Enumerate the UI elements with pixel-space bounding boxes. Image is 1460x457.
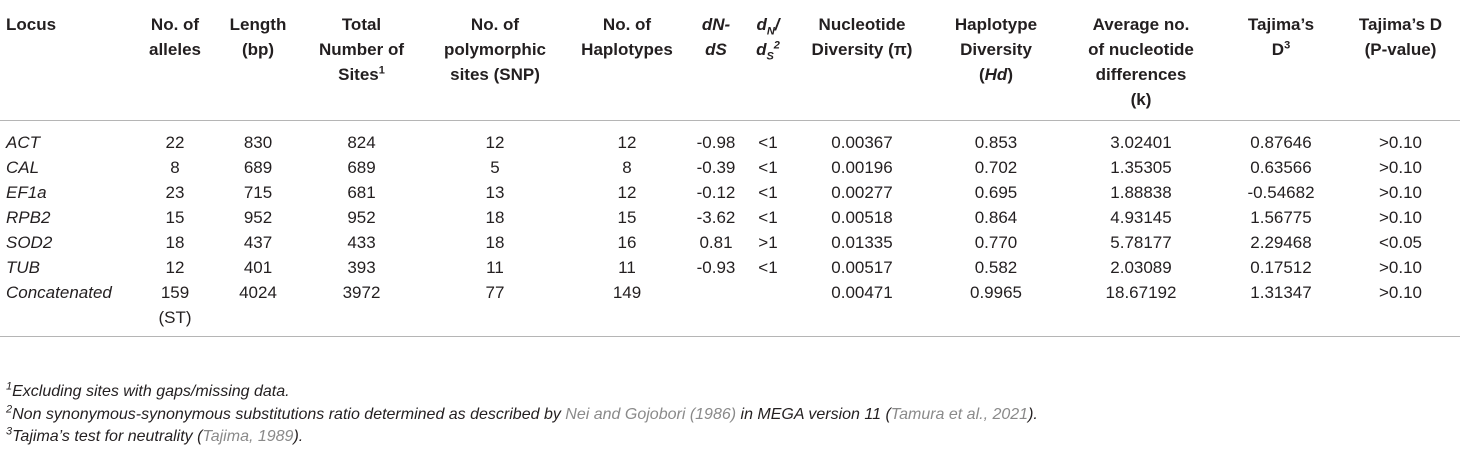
cell-k: 1.35305 xyxy=(1110,158,1172,177)
cell-pi: 0.00517 xyxy=(831,258,893,277)
cell-tajima-d: 0.63566 xyxy=(1250,158,1312,177)
cell-alleles: 22 xyxy=(165,133,185,152)
col-header-haplotype-diversity: Haplotype Diversity (Hd) xyxy=(931,6,1061,121)
col-header-total-sites: Total Number of Sites$^1$ xyxy=(298,6,425,121)
cell-pi: 0.00471 xyxy=(831,283,893,302)
cell-ratio: >1 xyxy=(758,233,778,252)
cell-k: 4.93145 xyxy=(1110,208,1172,227)
cell-haplotypes: 149 xyxy=(612,283,642,302)
table-row xyxy=(0,205,1460,230)
cell-snp: 5 xyxy=(490,158,500,177)
cell-total-sites: 952 xyxy=(347,208,376,227)
reference-link-tajima[interactable]: Tajima, 1989 xyxy=(202,428,294,445)
cell-p-value: >0.10 xyxy=(1378,283,1422,302)
cell-alleles: 12 xyxy=(165,258,185,277)
cell-ratio: <1 xyxy=(758,258,778,277)
cell-total-sites: 824 xyxy=(347,133,376,152)
cell-pi: 0.00196 xyxy=(831,158,893,177)
table-row xyxy=(0,255,1460,280)
cell-total-sites: 689 xyxy=(347,158,376,177)
footnotes xyxy=(6,381,1038,449)
table-row xyxy=(0,230,1460,255)
cell-length: 715 xyxy=(243,183,273,202)
reference-link-nei-gojobori[interactable]: Nei and Gojobori (1986) xyxy=(565,405,737,423)
col-header-length: Length (bp) xyxy=(218,6,298,121)
cell-snp: 18 xyxy=(485,208,505,227)
cell-snp: 18 xyxy=(485,233,505,252)
cell-pi: 0.00277 xyxy=(831,183,893,202)
cell-hd: 0.695 xyxy=(974,183,1018,202)
col-header-tajima-d: Tajima’s $D^3$ xyxy=(1221,6,1341,121)
cell-k: 18.67192 xyxy=(1105,283,1177,302)
cell-tajima-d: 0.17512 xyxy=(1250,258,1312,277)
reference-link-tamura[interactable]: Tamura et al., 2021 xyxy=(890,405,1029,423)
cell-p-value: >0.10 xyxy=(1378,158,1422,177)
cell-alleles: 15 xyxy=(165,208,185,227)
cell-length: 830 xyxy=(243,133,273,152)
cell-locus: CAL xyxy=(6,158,40,177)
cell-haplotypes: 11 xyxy=(618,258,636,277)
cell-ratio: <1 xyxy=(758,208,778,227)
cell-length: 4024 xyxy=(239,283,277,302)
cell-ratio: <1 xyxy=(758,133,778,152)
cell-haplotypes: 12 xyxy=(617,183,637,202)
cell-haplotypes: 12 xyxy=(617,133,637,152)
cell-snp: 13 xyxy=(485,183,505,202)
cell-locus: TUB xyxy=(6,258,40,277)
cell-dnds: -3.62 xyxy=(696,208,736,227)
header-row xyxy=(0,6,1460,121)
col-header-haplotypes: No. of Haplotypes xyxy=(565,6,689,121)
cell-dnds xyxy=(689,280,743,337)
cell-ratio: <1 xyxy=(758,158,778,177)
cell-hd: 0.9965 xyxy=(970,283,1022,302)
cell-alleles xyxy=(132,280,218,337)
cell-p-value: <0.05 xyxy=(1378,233,1422,252)
cell-snp: 11 xyxy=(486,258,504,277)
cell-alleles: 8 xyxy=(170,158,180,177)
cell-locus: RPB2 xyxy=(6,208,51,227)
col-header-snp: No. of polymorphic sites (SNP) xyxy=(425,6,565,121)
col-header-tajima-p: Tajima’s D (P-value) xyxy=(1341,6,1460,121)
cell-dnds: -0.98 xyxy=(696,133,736,152)
cell-p-value: >0.10 xyxy=(1378,208,1422,227)
cell-locus: EF1a xyxy=(6,183,47,202)
cell-locus: SOD2 xyxy=(6,233,53,252)
cell-k: 1.88838 xyxy=(1110,183,1172,202)
cell-hd: 0.864 xyxy=(974,208,1018,227)
cell-length: 437 xyxy=(243,233,273,252)
footnote-1: $^1$Excluding sites with gaps/missing data. xyxy=(6,380,290,400)
col-header-locus: Locus xyxy=(0,6,132,121)
results-table xyxy=(0,6,1460,337)
cell-locus: Concatenated xyxy=(6,283,112,302)
cell-length: 401 xyxy=(243,258,273,277)
cell-haplotypes: 8 xyxy=(622,158,632,177)
col-header-dn-ds: dN- dS xyxy=(689,6,743,121)
cell-p-value: >0.10 xyxy=(1378,258,1422,277)
footnote-3: $^3$Tajima’s test for neutrality (Tajima, 1989). xyxy=(6,425,304,445)
cell-tajima-d: 0.87646 xyxy=(1250,133,1312,152)
col-header-nucleotide-diversity: Nucleotide Diversity (π) xyxy=(793,6,931,121)
cell-alleles-value: 159 xyxy=(160,283,190,302)
cell-total-sites: 433 xyxy=(347,233,376,252)
cell-alleles: 18 xyxy=(165,233,185,252)
cell-alleles-note: (ST) xyxy=(158,308,192,327)
cell-tajima-d: 1.31347 xyxy=(1250,283,1312,302)
cell-hd: 0.582 xyxy=(974,258,1018,277)
cell-pi: 0.01335 xyxy=(831,233,893,252)
cell-tajima-d: 1.56775 xyxy=(1250,208,1312,227)
cell-snp: 12 xyxy=(485,133,505,152)
cell-k: 5.78177 xyxy=(1110,233,1172,252)
cell-hd: 0.702 xyxy=(974,158,1018,177)
cell-length: 689 xyxy=(243,158,273,177)
cell-hd: 0.770 xyxy=(974,233,1018,252)
cell-hd: 0.853 xyxy=(974,133,1018,152)
cell-k: 3.02401 xyxy=(1110,133,1172,152)
cell-dnds: -0.93 xyxy=(696,258,736,277)
col-header-dn-ds-ratio: $d_N/$ $d_S^2$ xyxy=(743,6,793,121)
table-row xyxy=(0,280,1460,337)
cell-ratio: <1 xyxy=(758,183,778,202)
cell-ratio xyxy=(743,280,793,337)
cell-pi: 0.00367 xyxy=(831,133,893,152)
footnote-2: $^2$Non synonymous-synonymous substitutions ratio determined as described by Nei and Gojobori (1986) in MEGA version 11 (Tamura et al., 2021). xyxy=(6,403,1038,423)
cell-haplotypes: 15 xyxy=(617,208,637,227)
cell-p-value: >0.10 xyxy=(1378,133,1422,152)
table-row xyxy=(0,180,1460,205)
cell-pi: 0.00518 xyxy=(831,208,893,227)
cell-total-sites: 393 xyxy=(347,258,376,277)
cell-dnds: 0.81 xyxy=(699,233,733,252)
cell-dnds: -0.39 xyxy=(696,158,736,177)
col-header-alleles: No. of alleles xyxy=(132,6,218,121)
cell-haplotypes: 16 xyxy=(617,233,637,252)
col-header-avg-differences: Average no. of nucleotide differences (k) xyxy=(1061,6,1221,121)
cell-alleles: 23 xyxy=(165,183,185,202)
cell-tajima-d: -0.54682 xyxy=(1247,183,1315,202)
cell-p-value: >0.10 xyxy=(1378,183,1422,202)
cell-tajima-d: 2.29468 xyxy=(1250,233,1312,252)
table-row xyxy=(0,121,1460,156)
cell-length: 952 xyxy=(243,208,273,227)
cell-total-sites: 3972 xyxy=(342,283,381,302)
table-row xyxy=(0,155,1460,180)
cell-total-sites: 681 xyxy=(347,183,376,202)
cell-locus: ACT xyxy=(6,133,40,152)
cell-snp: 77 xyxy=(485,283,505,302)
cell-dnds: -0.12 xyxy=(696,183,736,202)
cell-k: 2.03089 xyxy=(1110,258,1172,277)
